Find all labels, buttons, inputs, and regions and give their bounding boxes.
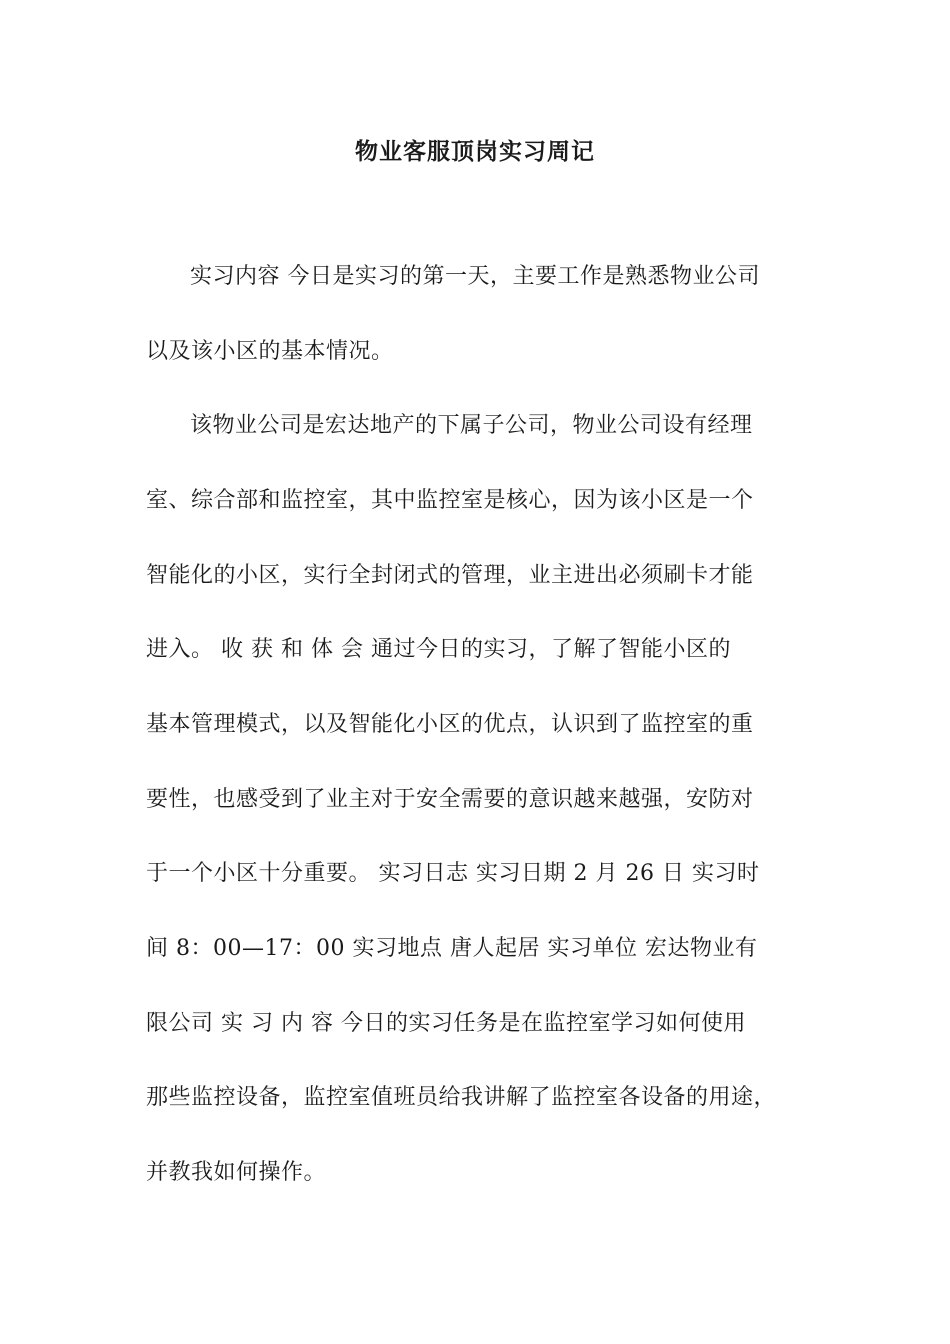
paragraph-line: 间 8：00—17：00 实习地点 唐人起居 实习单位 宏达物业有 xyxy=(146,936,758,961)
paragraph-line: 室、综合部和监控室，其中监控室是核心，因为该小区是一个 xyxy=(146,488,754,513)
paragraph-line: 基本管理模式，以及智能化小区的优点，认识到了监控室的重 xyxy=(146,712,754,737)
paragraph-line: 并教我如何操作。 xyxy=(146,1160,327,1185)
document-title: 物业客服顶岗实习周记 xyxy=(355,138,595,165)
paragraph-line: 以及该小区的基本情况。 xyxy=(146,339,394,364)
paragraph-line: 该物业公司是宏达地产的下属子公司，物业公司设有经理 xyxy=(190,413,753,438)
paragraph-line: 要性，也感受到了业主对于安全需要的意识越来越强，安防对 xyxy=(146,787,754,812)
paragraph-line: 限公司 实 习 内 容 今日的实习任务是在监控室学习如何使用 xyxy=(146,1011,746,1036)
paragraph-line: 进入。 收 获 和 体 会 通过今日的实习，了解了智能小区的 xyxy=(146,637,731,662)
paragraph-line: 于一个小区十分重要。 实习日志 实习日期 2 月 26 日 实习时 xyxy=(146,861,760,886)
paragraph-line: 智能化的小区，实行全封闭式的管理，业主进出必须刷卡才能 xyxy=(146,563,754,588)
paragraph-line: 实习内容 今日是实习的第一天，主要工作是熟悉物业公司 xyxy=(190,264,760,289)
paragraph-line: 那些监控设备，监控室值班员给我讲解了监控室各设备的用途， xyxy=(146,1085,777,1110)
